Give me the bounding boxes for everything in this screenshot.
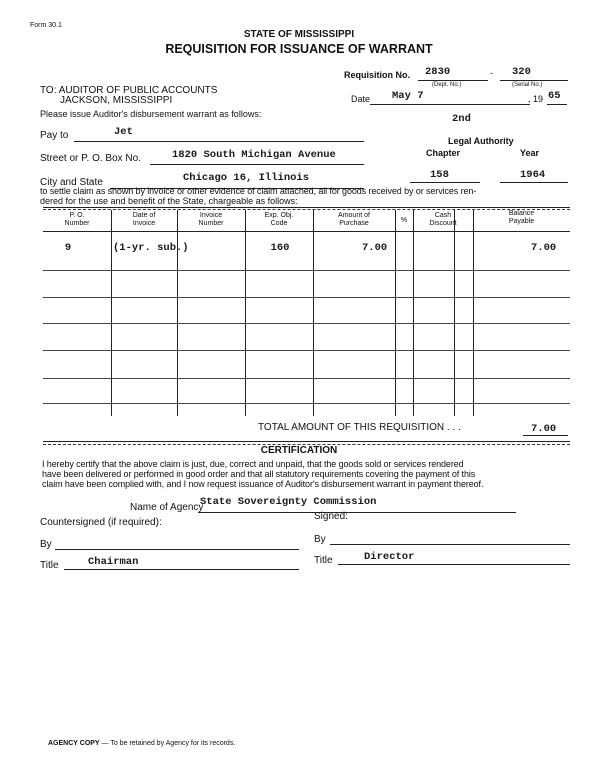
to-auditor-line1: TO: AUDITOR OF PUBLIC ACCOUNTS [40, 85, 218, 96]
title-value-right[interactable]: Director [364, 551, 415, 563]
certification-title: CERTIFICATION [260, 445, 338, 456]
title-line-right [338, 564, 570, 565]
title-label-left: Title [40, 560, 59, 571]
title-label-right: Title [314, 555, 333, 566]
certification-line1: I hereby certify that the above claim is just, due, correct and unpaid, that the goods sold or services rendered [42, 459, 464, 469]
city-label: City and State [40, 177, 103, 188]
street-value[interactable]: 1820 South Michigan Avenue [172, 149, 336, 161]
pay-to-value[interactable]: Jet [114, 126, 133, 138]
date-year-value[interactable]: 65 [548, 90, 561, 102]
col-header-date: Date of Invoice [132, 212, 156, 227]
serial-no-caption: (Serial No.) [512, 82, 543, 88]
pay-to-label: Pay to [40, 130, 69, 141]
agency-value[interactable]: State Sovereignty Commission [200, 496, 377, 508]
legislative-session: 2nd [452, 113, 471, 125]
city-value[interactable]: Chicago 16, Illinois [183, 172, 310, 184]
by-line-right[interactable] [330, 544, 570, 545]
certification-line3: claim have been complied with, and I now request issuance of Auditor's disbursement warrant in payment thereof. [42, 479, 484, 489]
date-line [370, 104, 530, 105]
by-label-left: By [40, 539, 52, 550]
form-number: Form 30.1 [30, 22, 62, 29]
dept-no-value[interactable]: 2830 [425, 66, 451, 78]
footer-note: AGENCY COPY — To be retained by Agency for its records. [48, 740, 236, 747]
col-header-amount: Amount of Purchase [338, 212, 370, 227]
agency-label: Name of Agency [130, 502, 204, 513]
table-top-rule [43, 207, 570, 208]
total-label: TOTAL AMOUNT OF THIS REQUISITION . . . [258, 422, 461, 433]
col-header-cash-discount: Cash Discount [429, 212, 457, 227]
agency-line [198, 512, 516, 513]
table-row-date[interactable]: (1-yr. sub.) [113, 242, 189, 254]
title-value-left[interactable]: Chairman [88, 556, 139, 568]
total-rule [43, 441, 570, 442]
col-header-balance: Balance Payable [508, 210, 535, 225]
by-line-left[interactable] [55, 549, 299, 550]
table-header-rule [43, 231, 570, 232]
total-value[interactable]: 7.00 [531, 423, 557, 435]
street-line [150, 164, 364, 165]
street-label: Street or P. O. Box No. [40, 153, 141, 164]
title-line-left [64, 569, 299, 570]
countersigned-label: Countersigned (if required): [40, 517, 162, 528]
year-label: Year [520, 148, 540, 158]
col-header-po: P. O. Number [64, 212, 90, 227]
date-year-prefix: , 19 [528, 94, 544, 104]
page-title: REQUISITION FOR ISSUANCE OF WARRANT [165, 42, 433, 56]
col-header-percent: % [400, 217, 408, 224]
year-line-authority [500, 182, 568, 183]
date-value[interactable]: May 7 [392, 90, 424, 102]
certification-line2: have been delivered or performed in good order and that all statutory requirements covering the payment of this [42, 469, 476, 479]
table-row-amount[interactable]: 7.00 [362, 242, 388, 254]
requisition-label: Requisition No. [344, 70, 410, 80]
to-auditor-line2: JACKSON, MISSISSIPPI [60, 95, 173, 106]
settle-text-2: dered for the use and benefit of the State, chargeable as follows: [40, 196, 298, 206]
col-header-invoice: Invoice Number [198, 212, 224, 227]
serial-no-value[interactable]: 320 [512, 66, 531, 78]
year-value[interactable]: 1964 [520, 169, 546, 181]
dept-no-line [418, 80, 488, 81]
chapter-label: Chapter [426, 148, 461, 158]
settle-text-1: to settle claim as shown by invoice or other evidence of claim attached, all for goods received by or services ren- [40, 186, 477, 196]
legal-authority-label: Legal Authority [448, 136, 514, 146]
chapter-line [410, 182, 480, 183]
year-line [547, 104, 567, 105]
instruction-text: Please issue Auditor's disbursement warrant as follows: [40, 109, 262, 119]
dept-no-caption: (Dept. No.) [432, 82, 462, 88]
serial-no-line [500, 80, 568, 81]
state-heading: STATE OF MISSISSIPPI [243, 29, 355, 40]
date-label: Date [351, 94, 371, 104]
table-row-balance[interactable]: 7.00 [531, 242, 557, 254]
chapter-value[interactable]: 158 [430, 169, 449, 181]
col-header-exp-code: Exp. Obj. Code [264, 212, 294, 227]
pay-to-line [74, 141, 364, 142]
table-row-exp-code[interactable]: 160 [270, 242, 290, 254]
signed-label: Signed: [314, 511, 348, 522]
by-label-right: By [314, 534, 326, 545]
table-row-po[interactable]: 9 [64, 242, 72, 254]
